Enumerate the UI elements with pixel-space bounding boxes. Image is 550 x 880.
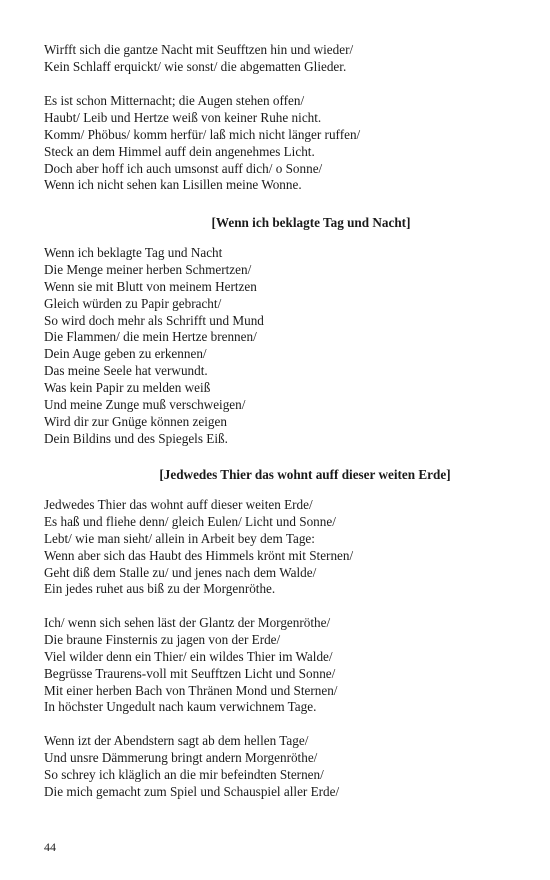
verse-line: Wenn aber sich das Haubt des Himmels krönt mit Sternen/ — [44, 547, 354, 563]
verse-line: Die Flammen/ die mein Hertze brennen/ — [44, 329, 257, 345]
verse-line: Und unsre Dämmerung bringt andern Morgenröthe/ — [44, 749, 318, 765]
verse-line: Wird dir zur Gnüge können zeigen — [44, 413, 227, 429]
stanza-3 — [44, 245, 514, 448]
verse-line: Gleich würden zu Papir gebracht/ — [44, 295, 222, 311]
verse-line: Kein Schlaff erquickt/ wie sonst/ die abgematten Glieder. — [44, 58, 347, 74]
verse-line: Geht diß dem Stalle zu/ und jenes nach dem Walde/ — [44, 564, 317, 580]
verse-line: So wird doch mehr als Schrifft und Mund — [44, 312, 264, 328]
verse-line: Doch aber hoff ich auch umsonst auff dich/ o Sonne/ — [44, 160, 323, 176]
verse-line: Die Menge meiner herben Schmertzen/ — [44, 261, 252, 277]
stanza-6 — [44, 733, 514, 801]
verse-line: Und meine Zunge muß verschweigen/ — [44, 397, 246, 413]
poem-heading-1: [Wenn ich beklagte Tag und Nacht] — [211, 215, 411, 230]
verse-line: Was kein Papir zu melden weiß — [44, 380, 211, 396]
verse-line: Steck an dem Himmel auff dein angenehmes Licht. — [44, 143, 315, 159]
verse-line: Das meine Seele hat verwundt. — [44, 363, 208, 379]
verse-line: Mit einer herben Bach von Thränen Mond und Sternen/ — [44, 682, 338, 698]
verse-line: Wenn ich beklagte Tag und Nacht — [44, 245, 223, 260]
poem-heading-2: [Jedwedes Thier das wohnt auff dieser weiten Erde] — [159, 467, 451, 482]
verse-line: Begrüsse Traurens-voll mit Seufftzen Licht und Sonne/ — [44, 665, 336, 681]
verse-line: Lebt/ wie man sieht/ allein in Arbeit bey dem Tage: — [44, 530, 315, 546]
verse-line: Wenn ich nicht sehen kan Lisillen meine Wonne. — [44, 177, 302, 193]
verse-line: Wenn izt der Abendstern sagt ab dem hellen Tage/ — [44, 733, 309, 748]
verse-line: Die mich gemacht zum Spiel und Schauspiel aller Erde/ — [44, 783, 340, 799]
page-number: 44 — [44, 840, 56, 854]
stanza-4 — [44, 497, 514, 598]
verse-line: So schrey ich kläglich an die mir befeindten Sternen/ — [44, 766, 324, 782]
verse-line: Ein jedes ruhet aus biß zu der Morgenröthe. — [44, 581, 276, 597]
verse-line: Dein Auge geben zu erkennen/ — [44, 346, 207, 362]
verse-line: Es ist schon Mitternacht; die Augen stehen offen/ — [44, 93, 305, 108]
verse-line: Wenn sie mit Blutt von meinem Hertzen — [44, 278, 257, 294]
verse-line: Es haß und fliehe denn/ gleich Eulen/ Licht und Sonne/ — [44, 513, 336, 529]
verse-line: Dein Bildins und des Spiegels Eiß. — [44, 430, 228, 446]
verse-line: Wirfft sich die gantze Nacht mit Seufftzen hin und wieder/ — [44, 42, 354, 57]
verse-line: Viel wilder denn ein Thier/ ein wildes Thier im Walde/ — [44, 648, 333, 664]
stanza-1 — [44, 42, 514, 76]
stanza-5 — [44, 615, 514, 716]
stanza-2 — [44, 93, 514, 194]
verse-line: Haubt/ Leib und Hertze weiß von keiner Ruhe nicht. — [44, 109, 322, 125]
verse-line: Ich/ wenn sich sehen läst der Glantz der Morgenröthe/ — [44, 615, 331, 630]
verse-line: In höchster Ungedult nach kaum verwichnem Tage. — [44, 699, 317, 715]
verse-line: Die braune Finsternis zu jagen von der Erde/ — [44, 631, 281, 647]
verse-line: Jedwedes Thier das wohnt auff dieser weiten Erde/ — [44, 497, 313, 512]
verse-line: Komm/ Phöbus/ komm herfür/ laß mich nicht länger ruffen/ — [44, 126, 361, 142]
